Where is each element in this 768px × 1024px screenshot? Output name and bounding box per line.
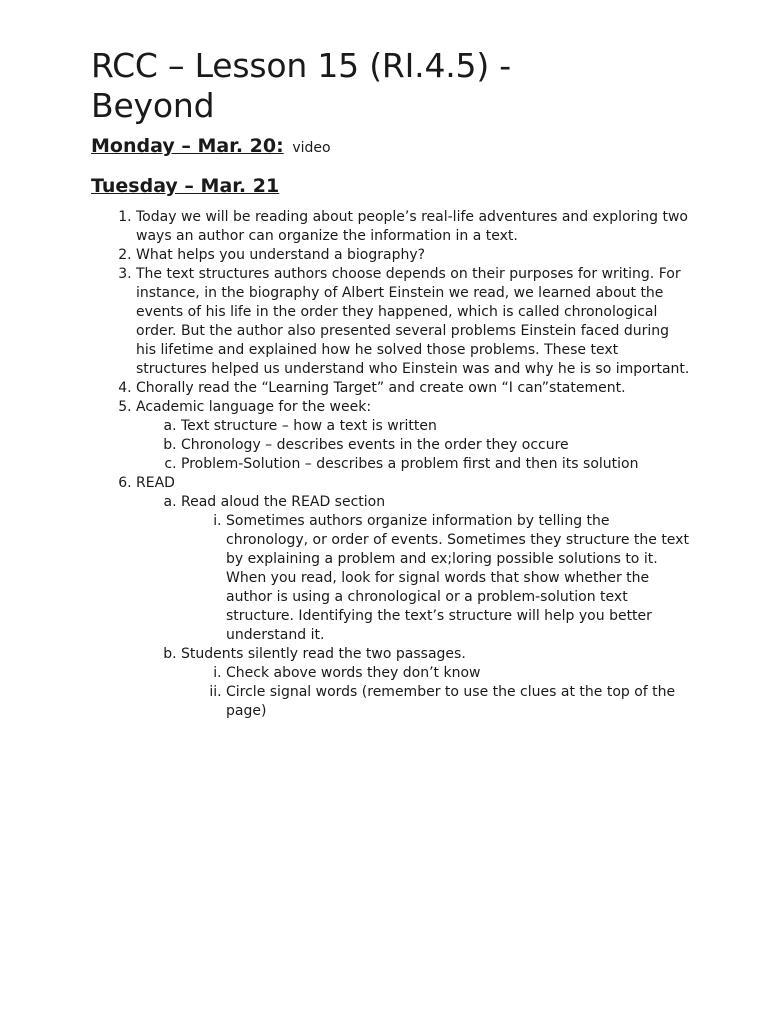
document-page [91,46,691,721]
list-item: b. Chronology – describes events in the order they occure [181,436,691,455]
list-item-text: Academic language for the week: [136,399,372,415]
list-item: i. Sometimes authors organize information by telling the chronology, or order of events. Sometimes they structure the text by explaining a problem and ex;loring possible solutions to it. When you read, look for signal words that show whether the author is using a chronological or a problem-solution text structure. Identifying the text’s structure will help you better understand it. [226,512,691,645]
title-line-1: RCC – Lesson 15 (RI.4.5) - [91,46,511,85]
list-item: i. Check above words they don’t know [226,664,691,683]
list-item-text: Read aloud the READ section [181,494,386,510]
monday-label: Monday – Mar. 20: [91,135,284,157]
read-steps-list [136,493,691,721]
title-line-2: Beyond [91,86,215,125]
tuesday-label: Tuesday – Mar. 21 [91,175,280,197]
monday-note: video [292,140,331,156]
lesson-steps-list [91,208,691,721]
list-item-text: READ [136,475,175,491]
list-item: 2. What helps you understand a biography? [136,246,691,265]
list-item [181,493,691,645]
monday-heading [91,134,691,160]
list-item: 1. Today we will be reading about people’s real-life adventures and exploring two ways an author can organize the information in a text. [136,208,691,246]
list-item [136,474,691,721]
list-item: ii. Circle signal words (remember to use the clues at the top of the page) [226,683,691,721]
list-item-text: Students silently read the two passages. [181,646,466,662]
list-item: 4. Chorally read the “Learning Target” and create own “I can”statement. [136,379,691,398]
page-title [91,46,691,126]
list-item [136,398,691,474]
silent-read-list [181,664,691,721]
list-item [181,645,691,721]
list-item: 3. The text structures authors choose depends on their purposes for writing. For instance, in the biography of Albert Einstein we read, we learned about the events of his life in the order they happened, which is called chronological order. But the author also presented several problems Einstein faced during his lifetime and explained how he solved those problems. These text structures helped us understand who Einstein was and why he is so important. [136,265,691,379]
tuesday-heading [91,174,691,198]
read-aloud-list [181,512,691,645]
list-item: a. Text structure – how a text is written [181,417,691,436]
academic-language-list [136,417,691,474]
list-item: c. Problem-Solution – describes a problem first and then its solution [181,455,691,474]
